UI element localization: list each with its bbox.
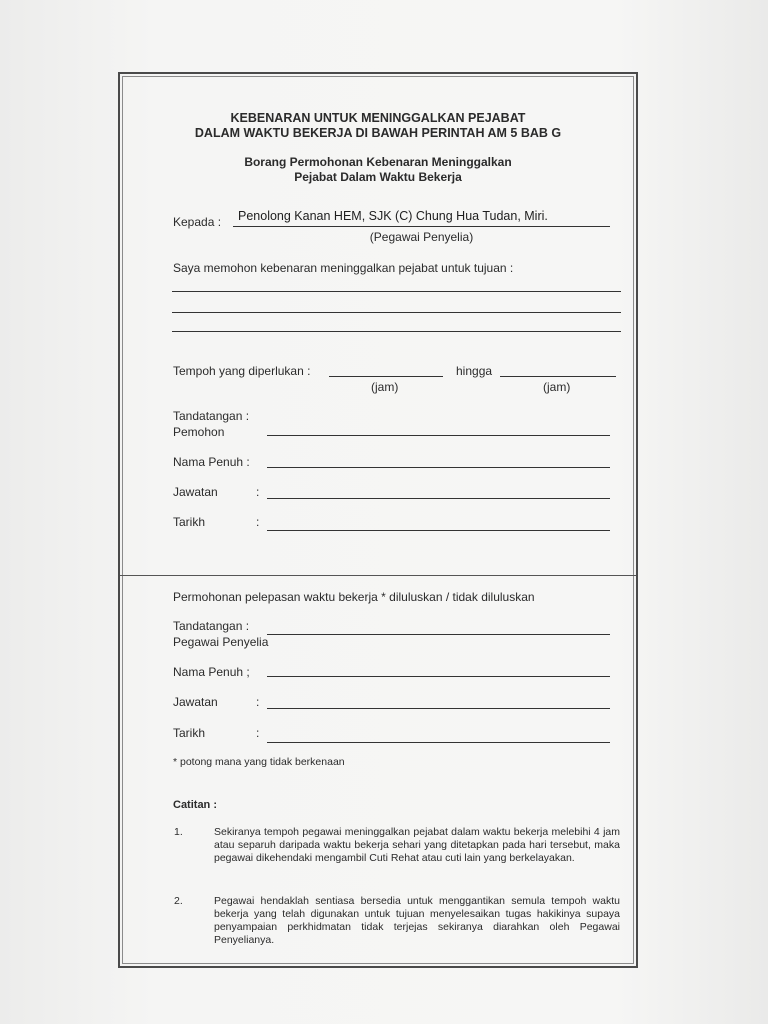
note-number: 2. [174,895,183,907]
duration-to-label: hingga [456,364,493,378]
applicant-name-label: Nama Penuh : [173,455,250,469]
recipient-value: Penolong Kanan HEM, SJK (C) Chung Hua Tudan, Miri. [238,209,548,223]
duration-from-line[interactable] [329,376,443,377]
applicant-date-line[interactable] [267,530,610,531]
applicant-signature-label-2: Pemohon [173,425,225,439]
duration-to-line[interactable] [500,376,616,377]
recipient-line [233,226,610,227]
applicant-signature-label: Tandatangan : [173,409,250,423]
approver-date-colon: : [256,726,260,740]
form-title-line1: KEBENARAN UNTUK MENINGGALKAN PEJABAT [230,111,526,125]
duration-to-unit: (jam) [543,380,571,394]
note-text: Sekiranya tempoh pegawai meninggalkan pejabat dalam waktu bekerja melebihi 4 jam atau separuh daripada waktu bekerja sehari yang ditetapkan pada hari tersebut, maka pegawai dikehendaki mengambil Cuti Rehat atau cuti lain yang berkelayakan. [214,826,620,864]
approver-name-line[interactable] [267,676,610,677]
approval-statement: Permohonan pelepasan waktu bekerja * diluluskan / tidak diluluskan [173,590,535,604]
purpose-line-2[interactable] [172,312,621,313]
approver-position-line[interactable] [267,708,610,709]
applicant-date-colon: : [256,515,260,529]
approver-signature-label-2: Pegawai Penyelia [173,635,269,649]
footnote: * potong mana yang tidak berkenaan [173,756,345,768]
recipient-label: Kepada : [173,215,222,229]
approver-date-line[interactable] [267,742,610,743]
form-subtitle-line1: Borang Permohonan Kebenaran Meninggalkan [244,155,512,169]
applicant-name-line[interactable] [267,467,610,468]
approver-name-label: Nama Penuh ; [173,665,250,679]
approver-position-label: Jawatan [173,695,218,709]
form-subtitle-line2: Pejabat Dalam Waktu Bekerja [294,170,462,184]
recipient-caption: (Pegawai Penyelia) [369,230,474,244]
notes-heading: Catitan : [173,799,217,811]
purpose-line-3[interactable] [172,331,621,332]
form-title-line2: DALAM WAKTU BEKERJA DI BAWAH PERINTAH AM 5 BAB G [194,126,562,140]
note-number: 1. [174,826,183,838]
section-divider [120,575,636,576]
duration-label: Tempoh yang diperlukan : [173,364,311,378]
note-text: Pegawai hendaklah sentiasa bersedia untuk menggantikan semula tempoh waktu bekerja yang telah digunakan untuk tujuan menyelesaikan tugas hakikinya supaya penyampaian perkhidmatan tidak terjejas sekiranya diarahkan oleh Pegawai Penyelianya. [214,895,620,946]
purpose-label: Saya memohon kebenaran meninggalkan pejabat untuk tujuan : [173,261,514,275]
purpose-line-1[interactable] [172,291,621,292]
approver-signature-label: Tandatangan : [173,619,250,633]
applicant-position-colon: : [256,485,260,499]
applicant-position-line[interactable] [267,498,610,499]
approver-date-label: Tarikh [173,726,206,740]
applicant-signature-line[interactable] [267,435,610,436]
duration-from-unit: (jam) [371,380,399,394]
approver-signature-line[interactable] [267,634,610,635]
applicant-position-label: Jawatan [173,485,218,499]
approver-position-colon: : [256,695,260,709]
applicant-date-label: Tarikh [173,515,206,529]
